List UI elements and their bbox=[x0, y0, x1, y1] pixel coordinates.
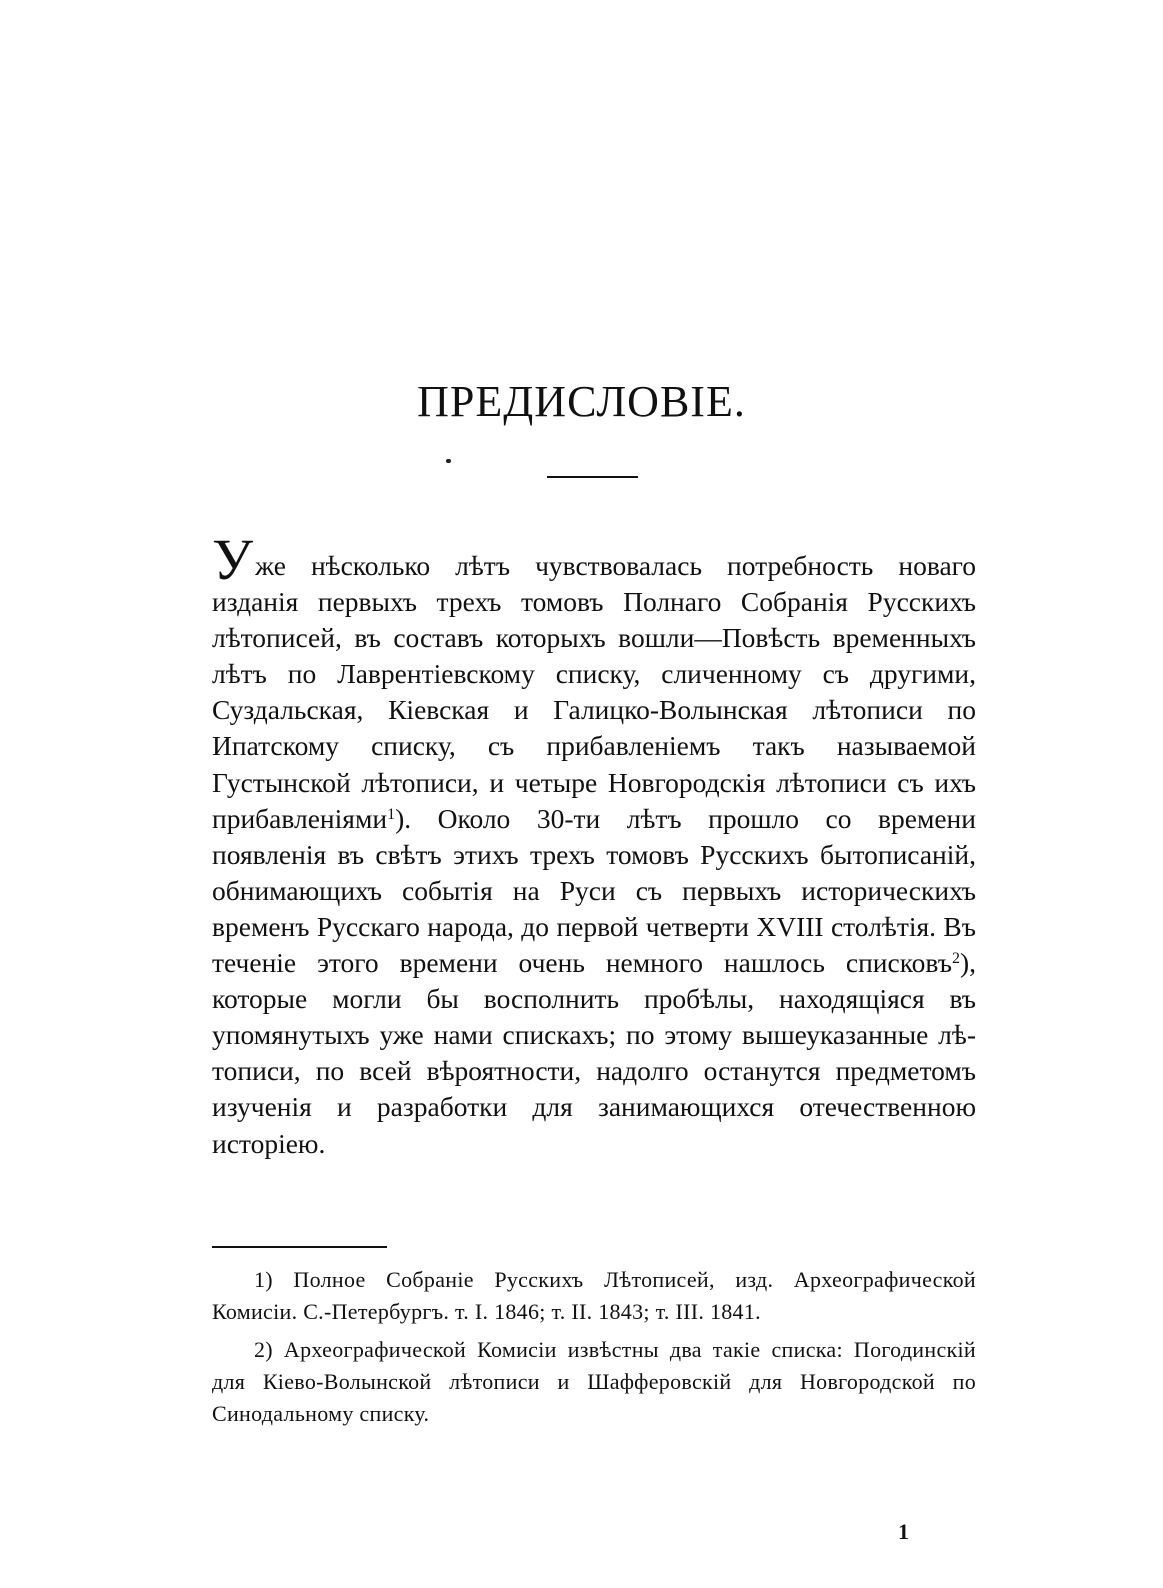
print-speck bbox=[446, 459, 451, 463]
page-title: ПРЕДИСЛОВІЕ. bbox=[417, 377, 746, 426]
footnote-ref-2: 2 bbox=[951, 950, 960, 968]
preface-paragraph bbox=[212, 527, 976, 1162]
footnote-divider bbox=[212, 1246, 387, 1248]
footnote-2: 2) Археографической Комисіи извѣстны два такіе списка: Погодинскій для Кіево-Волынской лѣтописи и Шафферовскій для Новгородской по Синодальному списку. bbox=[212, 1337, 976, 1426]
paragraph-text-part-2: ). Около 30-ти лѣтъ прошло со времени появленія въ свѣтъ этихъ трехъ томовъ Русскихъ бытописаній, обнимающихъ событія на Руси съ первыхъ историческихъ временъ Русскаго народа, до первой четверти XVIII столѣтія. Въ теченіе этого времени очень немного нашлось списковъ bbox=[212, 802, 976, 979]
paragraph-text-part-3: ), которые могли бы восполнить пробѣлы, находящіяся въ упомянутыхъ уже нами спискахъ; по этому вышеуказанные лѣтописи, по всей вѣроятности, надолго останутся предметомъ изученія и разработки для занимающихся отечественною исторіею. bbox=[212, 947, 976, 1159]
page-number: 1 bbox=[898, 1519, 909, 1544]
drop-cap: У bbox=[212, 527, 254, 592]
title-divider bbox=[547, 476, 638, 478]
footnotes bbox=[212, 1264, 976, 1436]
footnote-ref-1: 1 bbox=[387, 805, 396, 823]
paragraph-text-part-1: же нѣсколько лѣтъ чувствовалась потребность новаго изданія первыхъ трехъ томовъ Полнаго Собранія Русскихъ лѣтописей, въ составъ которыхъ вошли—Повѣсть временныхъ лѣтъ по Лаврентіевскому списку, сличенному съ другими, Суздальская, Кіевская и Галицко-Волынская лѣтописи по Ипатскому списку, съ прибавленіемъ такъ называемой Густынской лѣтописи, и четыре Новгородскія лѣтописи съ ихъ прибавленіями bbox=[212, 550, 976, 834]
footnote-1: 1) Полное Собраніе Русскихъ Лѣтописей, изд. Археографической Комисіи. С.-Петербургъ. т. I. 1846; т. II. 1843; т. III. 1841. bbox=[212, 1267, 976, 1324]
